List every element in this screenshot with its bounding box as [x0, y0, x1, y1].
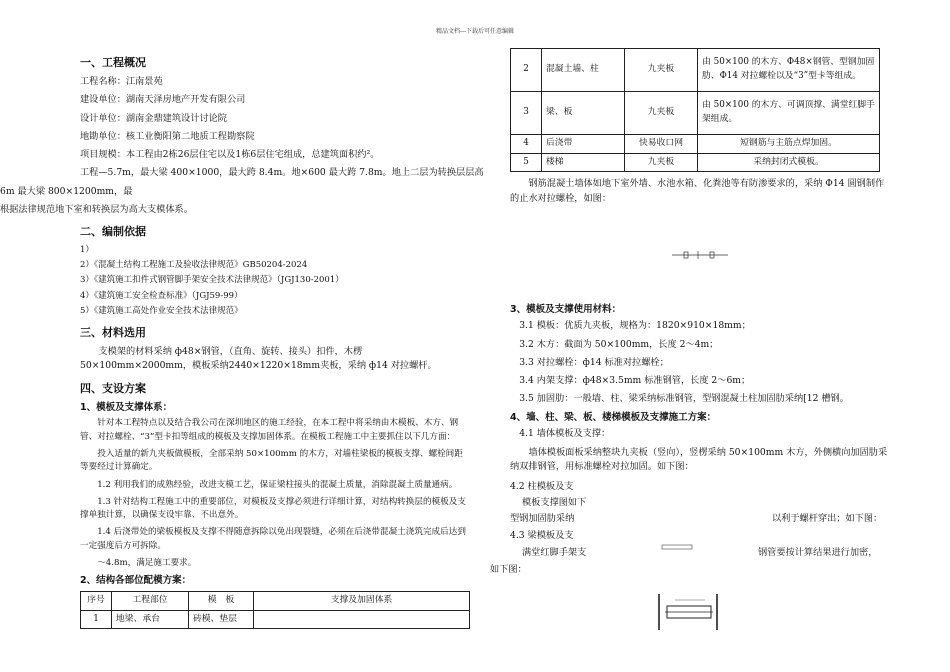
materials-text: 支模架的材料采纳 ф48×钢管，（直角、旋转、接头）扣件，木楞 50×100mm×2000mm，模板采纳2440×1220×18mm夹板，采纳 ф14 对拉螺杆。 [80, 346, 437, 372]
basis-item: 1） [80, 245, 94, 256]
table-cell: 楼梯 [542, 153, 625, 172]
table-cell: 九夹板 [625, 153, 698, 172]
beam-support-diagram [655, 590, 745, 634]
subsection-title: 3、模板及支撑使用材料： [510, 303, 622, 315]
table-cell: 后浇带 [542, 135, 625, 154]
table-header: 支撑及加固体系 [254, 592, 470, 611]
paragraph: 钢管要按计算结果进行加密， [758, 547, 878, 559]
table-cell: 梁、板 [542, 92, 625, 135]
paragraph: 满堂红脚手架支 [522, 547, 587, 559]
paragraph: 投入适量的新九夹板做模板，全部采纳 50×100mm 的木方，对墙柱梁板的模板支撑、螺栓间距等要经过计算确定。 [80, 448, 463, 473]
materials-item: 3.4 内架支撑：ф48×3.5mm 标准钢管，长度 2～6m； [519, 375, 751, 387]
paragraph: 钢筋混凝土墙体如地下室外墙、水池水箱、化粪池等有防渗要求的，采纳 Φ14 圆钢制作的止水对拉螺栓，如图： [510, 178, 885, 204]
table-cell: 1 [81, 610, 112, 629]
table-cell: 九夹板 [625, 92, 698, 135]
table-cell: 3 [511, 92, 542, 135]
paragraph: 1.3 针对结构工程施工中的重要部位，对模板及支撑必须进行详细计算，对结构转换层的模板及支撑单独计算，以确保支设牢靠、不出意外。 [80, 496, 466, 521]
overview-line: 工程—5.7m，最大梁 400×1000，最大跨 8.4m。地×600 最大跨 7.8m。地上二层为转换层层高 [80, 167, 484, 179]
overview-lines [80, 75, 484, 181]
paragraph: 墙体模板面板采纳整块九夹板（竖向），竖楞采纳 50×100mm 木方，外侧横向加固肋采纳双排钢管，用标准螺栓对拉加固。如下图： [510, 446, 888, 472]
materials-item: 3.2 木方：截面为 50×100mm，长度 2～4m； [519, 338, 719, 350]
paragraph: ～4.8m，满足施工要求。 [97, 558, 197, 569]
section-title-overview: 一、工程概况 [80, 56, 146, 69]
subsection-title: 4、墙、柱、梁、板、楼梯模板及支撑施工方案： [510, 411, 717, 423]
overview-line: 建设单位：湖南天泽房地产开发有限公司 [80, 94, 246, 106]
overview-tail: 6m 最大梁 800×1200mm，最 [0, 185, 133, 197]
basis-item: 5）《建筑施工高处作业安全技术法律规范》 [80, 305, 243, 316]
paragraph: 针对本工程特点以及结合我公司在深圳地区的施工经验，在本工程中将采纳由木模板、木方、钢管、对拉螺栓、“3”型卡扣等组成的模板及支撑加固体系。在模板工程施工中主要抓住以下几方面： [80, 418, 459, 442]
paragraph: 4.3 梁模板及支 [510, 530, 574, 542]
tie-bolt-diagram [670, 250, 730, 260]
table-row [511, 49, 880, 92]
column-detail-diagram [660, 542, 700, 552]
materials-list [510, 319, 890, 406]
table-header: 模 板 [189, 592, 254, 611]
tie-bolt-figure [510, 210, 890, 300]
column-beam-section [490, 480, 890, 590]
table-cell: 5 [511, 153, 542, 172]
table-header: 工程部位 [112, 592, 189, 611]
table-header-row [81, 592, 470, 611]
section-title-plan: 四、支设方案 [80, 381, 146, 395]
table-cell: 由 50×100 的木方、Φ48×钢管、型钢加固肋、Φ14 对拉螺栓以及“3”型卡等组成。 [698, 49, 880, 92]
table-cell: 短钢筋与主筋点焊加固。 [698, 135, 880, 154]
table-row [511, 135, 880, 154]
table-cell: 砖模、垫层 [189, 610, 254, 629]
basis-item: 2）《混凝土结构工程施工及验收法律规范》GB50204-2024 [80, 260, 308, 271]
subsection-title: 1、模板及支撑体系： [80, 401, 173, 413]
table-cell: 由 50×100 的木方、可调顶撑、满堂红脚手架组成。 [698, 92, 880, 135]
overview-line: 设计单位：湖南金鼎建筑设计讨论院 [80, 112, 227, 124]
materials-item: 3.5 加固肋：一般墙、柱、梁采纳标准钢管，型钢混凝土柱加固肋采纳[12 槽钢。 [519, 393, 849, 405]
paragraph: 模板支撑图如下 [522, 497, 587, 509]
page-header: 精品文档---下载后可任意编辑 [435, 28, 515, 35]
section-title-materials: 三、材料选用 [80, 325, 146, 339]
table-cell: 快易收口网 [625, 135, 698, 154]
basis-list [80, 244, 470, 318]
table-cell: 采纳封闭式模板。 [698, 153, 880, 172]
table-row [511, 92, 880, 135]
table-header: 序号 [81, 592, 112, 611]
overview-line: 工程名称：江南景苑 [80, 76, 163, 88]
section-title-basis: 二、编制依据 [80, 225, 146, 239]
formwork-table-continued [510, 48, 880, 172]
materials-item: 3.1 模板：优质九夹板，规格为：1820×910×18mm； [519, 320, 751, 332]
right-column [490, 48, 890, 634]
table-row [81, 610, 470, 629]
overview-line: 项目规模：本工程由2栋26层住宅以及1栋6层住宅组成，总建筑面积约²。 [80, 149, 380, 161]
formwork-table [80, 591, 470, 629]
table-row [511, 153, 880, 172]
beam-figure [510, 590, 890, 634]
table-cell: 地梁、承台 [112, 610, 189, 629]
table-cell: 2 [511, 49, 542, 92]
paragraph: 1.2 利用我们的成熟经验，改进支模工艺，保证梁柱接头的混凝土质量，消除混凝土质量通病。 [97, 479, 458, 490]
paragraph: 4.1 墙体模板及支撑： [519, 428, 611, 440]
table-cell [254, 610, 470, 629]
paragraph: 4.2 柱模板及支 [510, 481, 574, 493]
table-cell: 4 [511, 135, 542, 154]
materials-item: 3.3 对拉螺栓：ф14 标准对拉螺栓； [519, 356, 669, 368]
overview-line: 地勘单位：核工业衡阳第二地质工程勘察院 [80, 130, 255, 142]
table-cell: 九夹板 [625, 49, 698, 92]
paragraph: 如下图： [490, 564, 527, 576]
paragraph: 以利于螺杆穿出；如下图： [772, 513, 883, 525]
basis-item: 3）《建筑施工扣件式钢管脚手架安全技术法律规范》（JGJ130-2001） [80, 275, 344, 286]
left-column [0, 48, 484, 629]
basis-item: 4）《建筑施工安全检查标准》（JGJ59-99） [80, 290, 243, 301]
subsection-title: 2、结构各部位配模方案： [80, 575, 192, 587]
table-cell: 混凝土墙、柱 [542, 49, 625, 92]
overview-tail: 根据法律规范地下室和转换层为高大支模体系。 [0, 203, 193, 215]
paragraph: 1.4 后浇带处的梁板模板及支撑不得随意拆除以免出现裂缝，必须在后浇带混凝土浇筑完成后达到一定强度后方可拆除。 [80, 527, 466, 551]
paragraph: 型钢加固肋采纳 [510, 513, 575, 525]
